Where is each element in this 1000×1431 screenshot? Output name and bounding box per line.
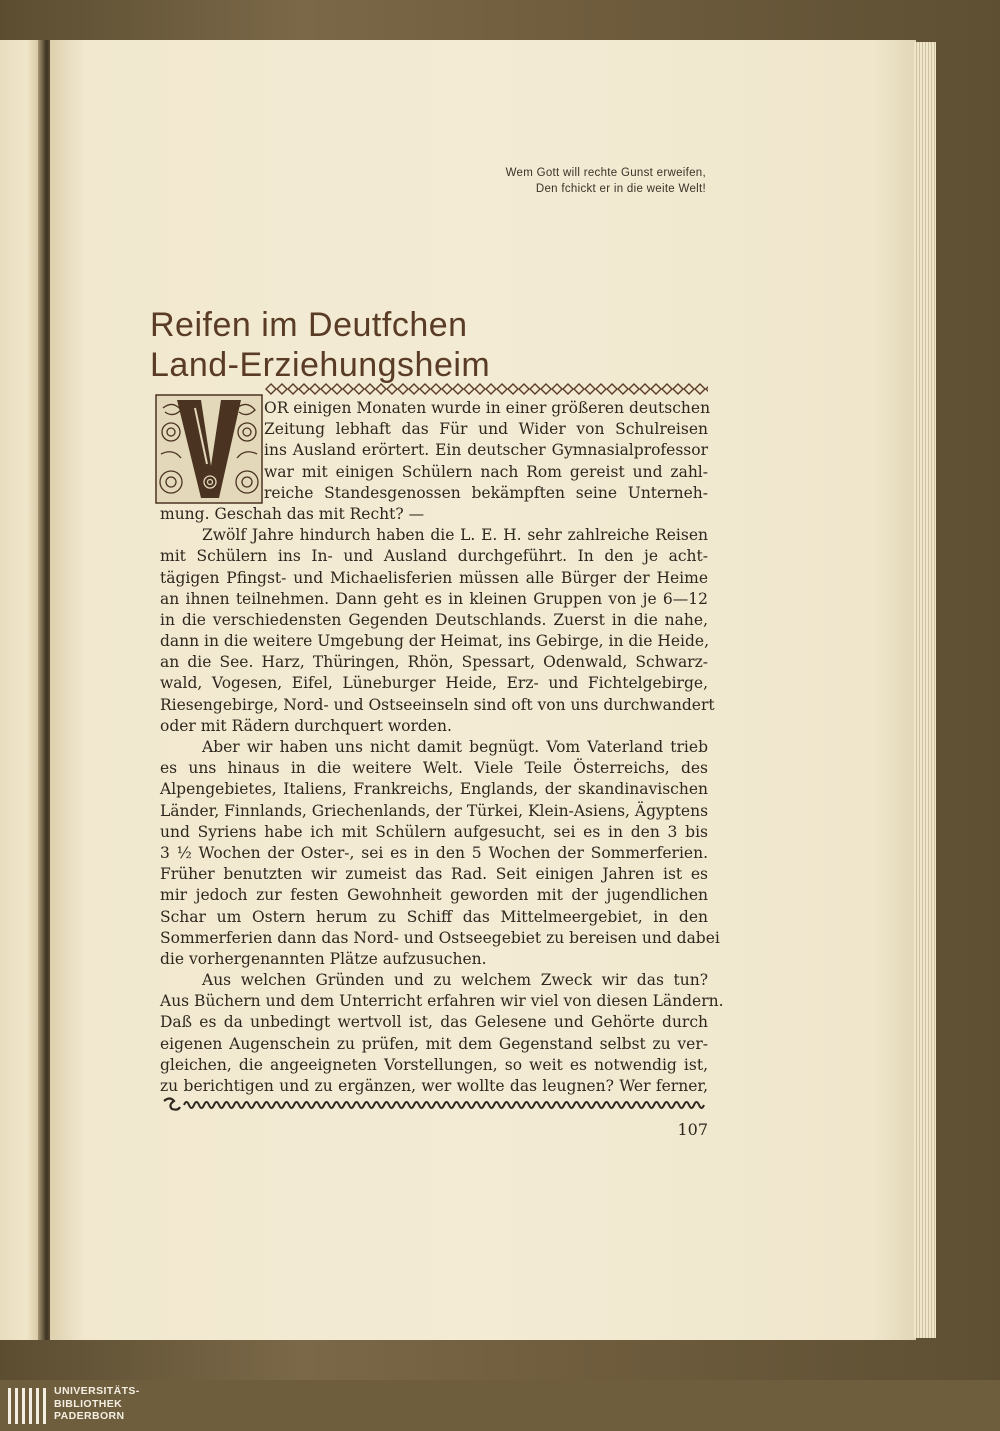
text-line: die vorhergenannten Plätze aufzusuchen. <box>160 949 487 968</box>
epigraph-line: Wem Gott will rechte Gunst erweifen, <box>505 167 706 179</box>
left-page-edge <box>0 40 38 1340</box>
footer-ornament-icon <box>160 1095 708 1115</box>
text-line: tägigen Pfingst- und Michaelisferien müssen alle Bürger der Heime <box>160 568 708 587</box>
text-line: Früher benutzten wir zumeist das Rad. Seit einigen Jahren ist es <box>160 865 708 884</box>
text-line: an ihnen teilnehmen. Dann geht es in kleinen Gruppen von je 6—12 <box>160 589 708 608</box>
title-line: Land-Erziehungsheim <box>150 346 491 384</box>
body-text <box>160 398 724 1097</box>
text-line: an die See. Harz, Thüringen, Rhön, Spessart, Odenwald, Schwarz- <box>160 653 708 672</box>
library-footer <box>0 1380 1000 1431</box>
library-name-line: UNIVERSITÄTS- <box>54 1385 140 1397</box>
text-line: war mit einigen Schülern nach Rom gereist und zahl- <box>264 462 708 481</box>
text-line: mir jedoch zur festen Gewohnheit geworden mit der jugendlichen <box>160 886 708 905</box>
text-line: mit Schülern ins In- und Ausland durchgeführt. In den je acht- <box>160 547 708 566</box>
text-line: zu berichtigen und zu ergänzen, wer wollte das leugnen? Wer ferner, <box>160 1077 708 1095</box>
epigraph <box>440 165 706 197</box>
article-title <box>150 305 710 385</box>
page-edges <box>914 42 936 1338</box>
text-line: wald, Vogesen, Eifel, Lüneburger Heide, Erz- und Fichtelgebirge, <box>160 674 708 693</box>
page-number: 107 <box>677 1120 708 1139</box>
text-line: Daß es da unbedingt wertvoll ist, das Gelesene und Gehörte durch <box>160 1013 708 1032</box>
text-line: Schar um Ostern herum zu Schiff das Mittelmeergebiet, in den <box>160 907 708 926</box>
text-line: 3 ½ Wochen der Oster-, sei es in den 5 Wochen der Sommerferien. <box>160 843 708 862</box>
text-line: gleichen, die angeeigneten Vorstellungen, so weit es notwendig ist, <box>160 1055 708 1074</box>
library-name-line: BIBLIOTHEK <box>54 1397 123 1410</box>
text-line: ins Ausland erörtert. Ein deutscher Gymnasialprofessor <box>264 441 708 460</box>
library-name <box>54 1385 140 1423</box>
text-line: Zeitung lebhaft das Für und Wider von Schulreisen <box>264 420 708 439</box>
library-logo-icon <box>6 1386 48 1426</box>
title-line: Reifen im Deutfchen <box>150 306 468 344</box>
initial-letter: V <box>209 454 210 455</box>
text-line: Aus Büchern und dem Unterricht erfahren wir viel von diesen Ländern. <box>160 992 724 1011</box>
text-line: Aber wir haben uns nicht damit begnügt. Vom Vaterland trieb <box>202 738 708 756</box>
text-line: Länder, Finnlands, Griechenlands, der Türkei, Klein-Asiens, Ägyptens <box>160 801 709 820</box>
text-line: es uns hinaus in die weitere Welt. Viele Teile Österreichs, des <box>160 759 708 778</box>
text-line: reiche Standesgenossen bekämpften seine Unterneh- <box>264 483 708 502</box>
text-line: dann in die weitere Umgebung der Heimat, ins Gebirge, in die Heide, <box>160 632 710 651</box>
text-line: oder mit Rädern durchquert worden. <box>160 716 452 735</box>
text-line: Sommerferien dann das Nord- und Ostseegebiet zu bereisen und dabei <box>160 928 720 947</box>
ornament-band-icon <box>262 382 708 396</box>
text-line: in die verschiedensten Gegenden Deutschlands. Zuerst in die nahe, <box>160 610 708 629</box>
text-line: Aus welchen Gründen und zu welchem Zweck wir das tun? <box>202 971 708 990</box>
text-line: mung. Geschah das mit Recht? — <box>160 504 425 523</box>
text-line: OR einigen Monaten wurde in einer größeren deutschen <box>264 399 711 417</box>
text-line: Zwölf Jahre hindurch haben die L. E. H. sehr zahlreiche Reisen <box>202 526 708 545</box>
library-name-line: PADERBORN <box>54 1410 125 1422</box>
text-line: eigenen Augenschein zu prüfen, mit dem Gegenstand selbst zu ver- <box>160 1034 708 1053</box>
text-line: Riesengebirge, Nord- und Ostseeinseln sind oft von uns durchwandert <box>160 695 715 714</box>
epigraph-line: Den fchickt er in die weite Welt! <box>535 183 706 195</box>
text-line: und Syriens habe ich mit Schülern aufgesucht, sei es in den 3 bis <box>160 822 708 841</box>
text-line: Alpengebietes, Italiens, Frankreichs, Englands, der skandinavischen <box>160 780 708 799</box>
